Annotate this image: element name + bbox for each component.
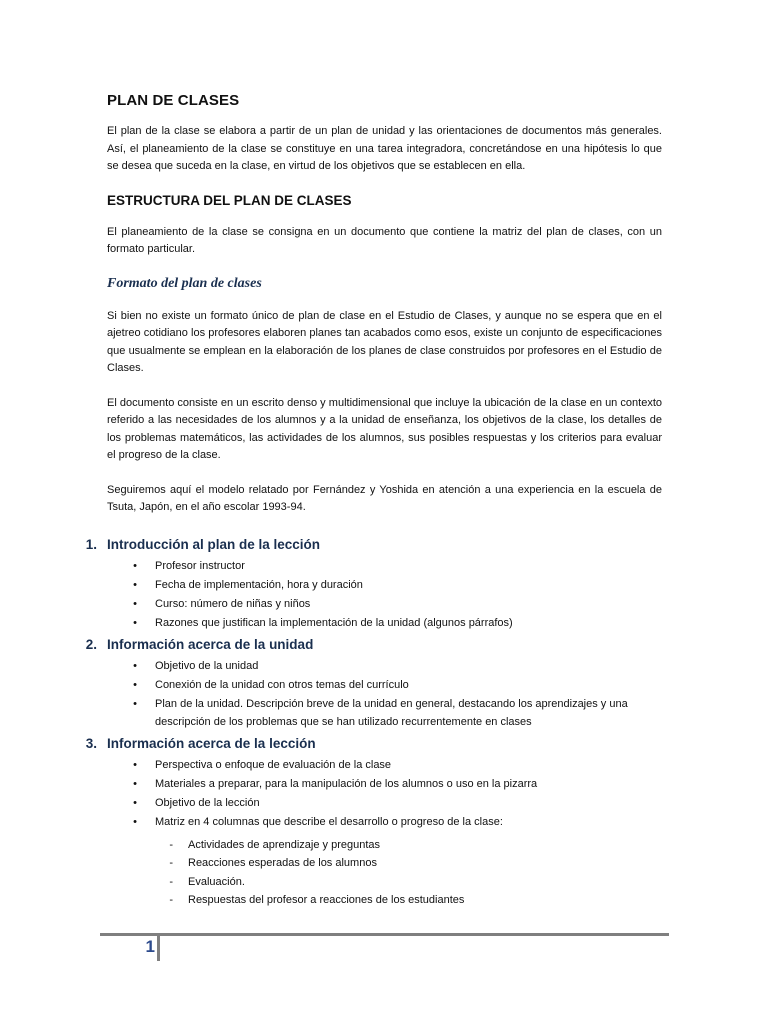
page-number: 1 bbox=[145, 937, 155, 956]
footer-vertical-divider bbox=[157, 933, 160, 961]
list-item: • Curso: número de niñas y niños bbox=[63, 596, 662, 614]
section-1-number: 1. bbox=[85, 536, 97, 552]
list-item: • Fecha de implementación, hora y duración bbox=[63, 577, 662, 595]
section-1 bbox=[85, 536, 662, 633]
bullet-icon: • bbox=[133, 660, 137, 672]
section-3-title bbox=[63, 736, 662, 751]
bullet-icon: • bbox=[133, 616, 137, 629]
section-3-label: Información acerca de la lección bbox=[107, 736, 316, 751]
sections-list bbox=[85, 536, 662, 910]
page-title: PLAN DE CLASES bbox=[107, 92, 240, 109]
section-2-number: 2. bbox=[85, 637, 97, 652]
list-item: - Actividades de aprendizaje y preguntas bbox=[63, 837, 662, 855]
format-paragraph-1: Si bien no existe un formato único de plan de clase en el Estudio de Clases, y aunque no se espera que en el ajetreo cotidiano los profesores elaboren planes tan acabados como esos, existe un conjunto de especificaciones que usualmente se emplean en la elaboración de los planes de clase construidos por profesores en el Estudio de Clases. bbox=[107, 309, 662, 374]
section-2-title bbox=[63, 637, 662, 652]
section-3-items bbox=[63, 757, 662, 832]
section-2-items bbox=[63, 658, 662, 731]
section-3-number: 3. bbox=[85, 736, 97, 751]
format-heading: Formato del plan de clases bbox=[107, 275, 262, 291]
format-paragraph-2: El documento consiste en un escrito denso y multidimensional que incluye la ubicación de la clase en un contexto referido a las necesidades de los alumnos y a la unidad de enseñanza, los objetivos de la clase, los detalles de los problemas matemáticos, las actividades de los alumnos, sus posibles respuestas y los criterios para evaluar el progreso de la clase. bbox=[107, 396, 662, 461]
list-item: • Perspectiva o enfoque de evaluación de la clase bbox=[63, 757, 662, 775]
document-body bbox=[85, 92, 662, 911]
bullet-icon: • bbox=[133, 597, 137, 610]
matrix-columns-list bbox=[63, 837, 662, 910]
bullet-icon: • bbox=[133, 559, 137, 572]
bullet-icon: • bbox=[133, 698, 137, 710]
footer-divider bbox=[100, 933, 669, 936]
list-item: • Objetivo de la unidad bbox=[63, 658, 662, 676]
intro-paragraph: El plan de la clase se elabora a partir de un plan de unidad y las orientaciones de documentos más generales. Así, el planeamiento de la clase se constituye en una tarea integradora, concretándose en una hipótesis lo que se desea que suceda en la clase, en virtud de los objetivos que se establecen en ella. bbox=[107, 125, 662, 172]
list-item: - Reacciones esperadas de los alumnos bbox=[63, 855, 662, 873]
bullet-icon: • bbox=[133, 816, 137, 828]
list-item: • Objetivo de la lección bbox=[63, 795, 662, 813]
structure-heading: ESTRUCTURA DEL PLAN DE CLASES bbox=[107, 192, 352, 208]
list-item: • Matriz en 4 columnas que describe el desarrollo o progreso de la clase: bbox=[63, 814, 662, 832]
bullet-icon: • bbox=[133, 778, 137, 790]
bullet-icon: • bbox=[133, 578, 137, 591]
section-1-items bbox=[63, 558, 662, 633]
format-paragraph-3: Seguiremos aquí el modelo relatado por Fernández y Yoshida en atención a una experiencia en la escuela de Tsuta, Japón, en el año escolar 1993-94. bbox=[107, 483, 662, 513]
list-item: • Profesor instructor bbox=[63, 558, 662, 576]
dash-icon: - bbox=[169, 857, 173, 869]
section-1-label: Introducción al plan de la lección bbox=[107, 536, 321, 552]
structure-paragraph: El planeamiento de la clase se consigna en un documento que contiene la matriz del plan de clases, con un formato particular. bbox=[107, 225, 662, 255]
bullet-icon: • bbox=[133, 797, 137, 809]
list-item: • Plan de la unidad. Descripción breve de la unidad en general, destacando los aprendizajes y una descripción de los problemas que se han utilizado recurrentemente en clases bbox=[63, 696, 662, 731]
section-1-title bbox=[63, 537, 662, 552]
list-item: • Conexión de la unidad con otros temas del currículo bbox=[63, 677, 662, 695]
section-2 bbox=[85, 637, 662, 731]
list-item: • Razones que justifican la implementación de la unidad (algunos párrafos) bbox=[63, 615, 662, 633]
list-item: - Evaluación. bbox=[63, 874, 662, 892]
section-2-label: Información acerca de la unidad bbox=[107, 637, 314, 652]
bullet-icon: • bbox=[133, 679, 137, 691]
dash-icon: - bbox=[169, 838, 173, 851]
bullet-icon: • bbox=[133, 759, 137, 771]
list-item: - Respuestas del profesor a reacciones de los estudiantes bbox=[63, 892, 662, 910]
section-3 bbox=[85, 736, 662, 910]
dash-icon: - bbox=[169, 894, 173, 906]
dash-icon: - bbox=[169, 875, 173, 888]
list-item: • Materiales a preparar, para la manipulación de los alumnos o uso en la pizarra bbox=[63, 776, 662, 794]
